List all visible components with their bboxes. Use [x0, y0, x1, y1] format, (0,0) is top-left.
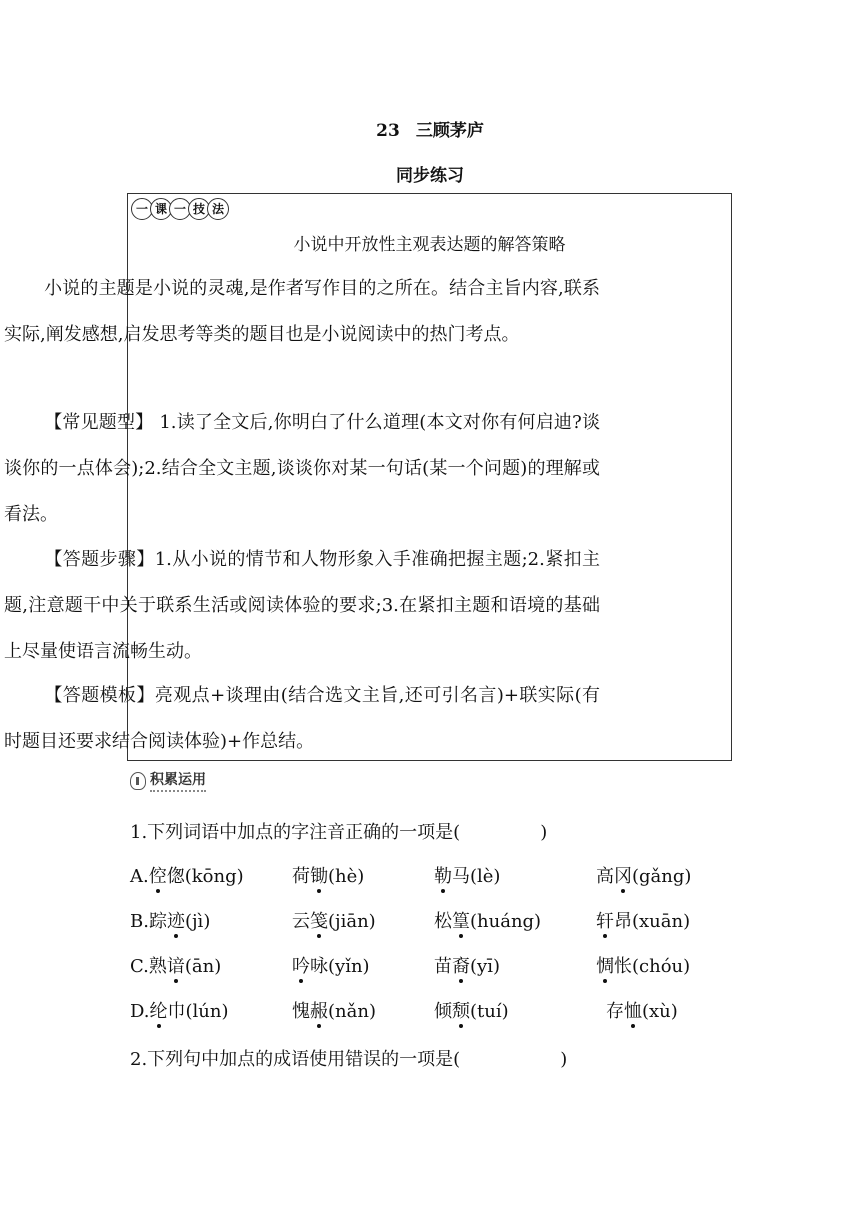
method-paragraph: 小说的主题是小说的灵魂,是作者写作目的之所在。结合主旨内容,联系实际,阐发感想,启发思考等类的题目也是小说阅读中的热门考点。 [4, 278, 600, 345]
badge-char: 法 [207, 198, 229, 220]
option-a-word: 高冈(gǎng) [596, 866, 692, 887]
option-c-word: C.熟谙(ān) [130, 956, 222, 977]
lightbulb-icon [130, 772, 146, 790]
section-header [130, 769, 206, 792]
question-1: 1.下列词语中加点的字注音正确的一项是( ) [130, 822, 548, 843]
page-subtitle: 同步练习 [396, 166, 464, 186]
option-d-word: 倾颓(tuí) [434, 1001, 509, 1022]
badge-char: 技 [188, 198, 210, 220]
method-paragraph: 【常见题型】 1.读了全文后,你明白了什么道理(本文对你有何启迪?谈谈你的一点体会);2.结合全文主题,谈谈你对某一句话(某一个问题)的理解或看法。 [4, 412, 600, 525]
option-b-word: 轩昂(xuān) [596, 911, 691, 932]
option-c-word: 苗裔(yī) [434, 956, 500, 977]
lesson-title [0, 116, 860, 141]
lesson-number: 23 [376, 121, 400, 141]
option-d-word: D.纶巾(lún) [130, 1001, 229, 1022]
option-b-word: 云笺(jiān) [292, 911, 376, 932]
option-c-word: 吟咏(yǐn) [292, 956, 370, 977]
option-a-word: A.倥偬(kōng) [130, 866, 244, 887]
method-paragraph: 【答题模板】亮观点+谈理由(结合选文主旨,还可引名言)+联实际(有时题目还要求结合阅读体验)+作总结。 [4, 685, 600, 752]
method-paragraph: 【答题步骤】1.从小说的情节和人物形象入手准确把握主题;2.紧扣主题,注意题干中关于联系生活或阅读体验的要求;3.在紧扣主题和语境的基础上尽量使语言流畅生动。 [4, 549, 600, 662]
option-a-word: 荷锄(hè) [292, 866, 365, 887]
method-title: 小说中开放性主观表达题的解答策略 [293, 235, 566, 255]
option-b-word: B.踪迹(jì) [130, 911, 211, 932]
method-badge [131, 198, 226, 220]
badge-char: 课 [150, 198, 172, 220]
badge-char: 一 [169, 198, 191, 220]
question-2: 2.下列句中加点的成语使用错误的一项是( ) [130, 1049, 568, 1070]
section-label: 积累运用 [150, 769, 206, 792]
option-b-word: 松篁(huáng) [434, 911, 542, 932]
option-c-word: 惆怅(chóu) [596, 956, 691, 977]
lesson-name: 三顾茅庐 [415, 121, 484, 141]
badge-char: 一 [131, 198, 153, 220]
option-d-word: 存恤(xù) [606, 1001, 678, 1022]
option-d-word: 愧赧(nǎn) [292, 1001, 376, 1022]
option-a-word: 勒马(lè) [434, 866, 501, 887]
